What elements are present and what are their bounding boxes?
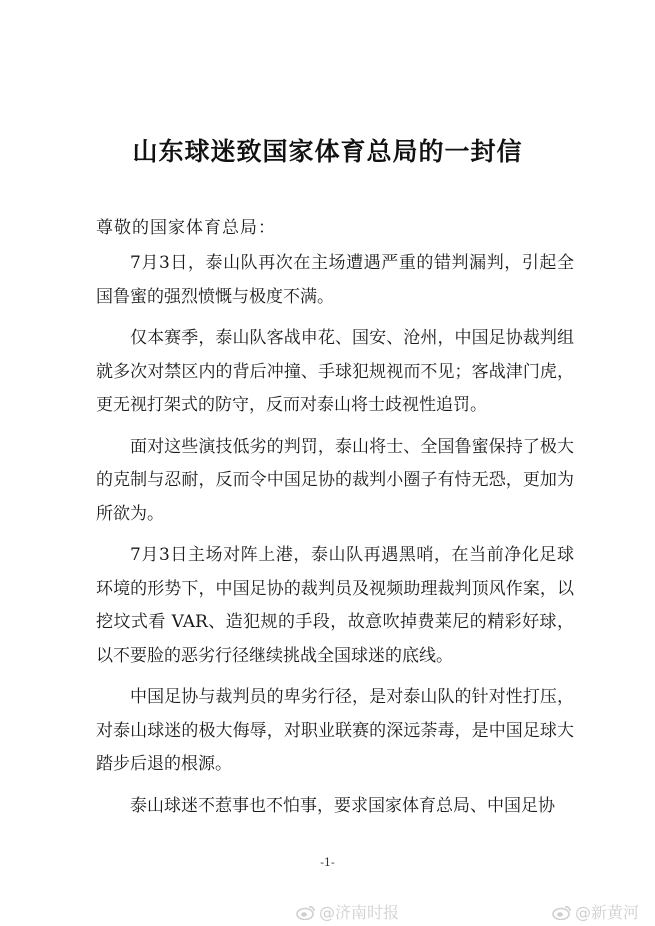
- watermark-new-yellow-river: [552, 900, 639, 923]
- watermark-jinan-times: [296, 900, 399, 923]
- watermark-text: @济南时报: [319, 903, 400, 922]
- weibo-icon: [296, 904, 316, 920]
- page-number: -1-: [320, 856, 335, 869]
- paragraph: 面对这些演技低劣的判罚，泰山将士、全国鲁蜜保持了极大的克制与忍耐，反而令中国足协的裁判小圈子有恃无恐，更加为所欲为。: [96, 436, 574, 524]
- paragraph: 仅本赛季，泰山队客战申花、国安、沧州，中国足协裁判组就多次对禁区内的背后冲撞、手球犯规视而不见；客战津门虎，更无视打架式的防守，反而对泰山将士歧视性追罚。: [96, 328, 574, 415]
- watermark-text: @新黄河: [575, 903, 640, 922]
- salutation: 尊敬的国家体育总局：: [96, 218, 276, 238]
- paragraph: 中国足协与裁判员的卑劣行径，是对泰山队的针对性打压，对泰山球迷的极大侮辱，对职业联赛的深远荼毒，是中国足球大踏步后退的根源。: [96, 687, 574, 774]
- letter-title: 山东球迷致国家体育总局的一封信: [132, 137, 523, 166]
- letter-body: [96, 247, 574, 831]
- paragraph: 7月3日主场对阵上港，泰山队再遇黑哨，在当前净化足球环境的形势下，中国足协的裁判员及视频助理裁判顶风作案，以挖坟式看 VAR、造犯规的手段，故意吹掉费莱尼的精彩好球，以不要脸的恶劣行径继续挑战全国球迷的底线。: [96, 545, 574, 666]
- paragraph: 7月3日，泰山队再次在主场遭遇严重的错判漏判，引起全国鲁蜜的强烈愤慨与极度不满。: [96, 253, 574, 307]
- weibo-icon: [552, 904, 572, 920]
- paragraph: 泰山球迷不惹事也不怕事，要求国家体育总局、中国足协: [130, 795, 555, 816]
